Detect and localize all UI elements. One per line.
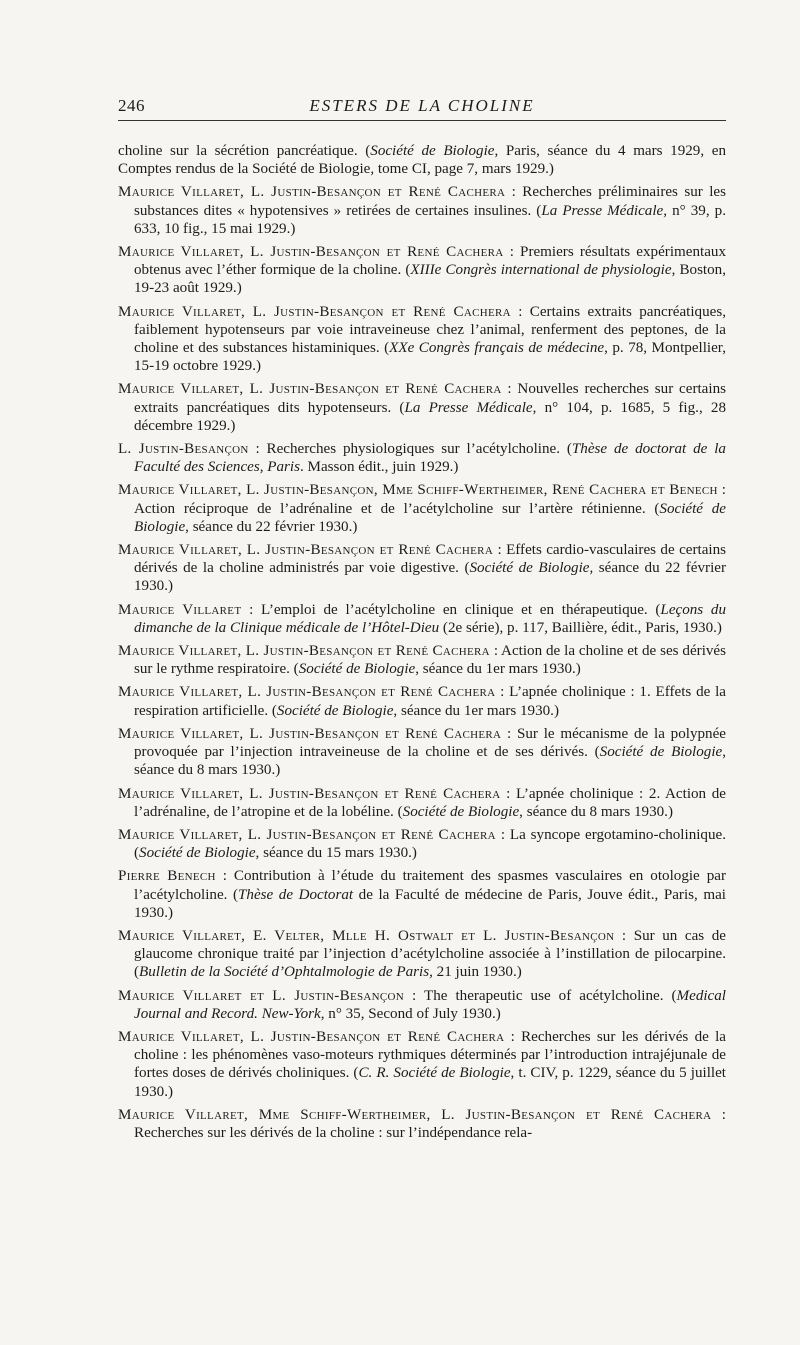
bibliography-entry xyxy=(118,380,726,435)
entry-author: Maurice Villaret, L. Justin-Besançon et René Cachera xyxy=(118,381,502,398)
entry-title: : Recherches sur les dérivés de la choline : les phénomènes vaso-moteurs rythmiques déterminés par l’introduction intrajéjunale de fortes doses de dérivés choliniques. ( xyxy=(134,1028,726,1082)
entry-source: Société de Biologie xyxy=(469,560,590,577)
entry-source: Société de Biologie xyxy=(276,702,394,719)
bibliography-entry xyxy=(118,927,726,982)
entry-title: : Nouvelles recherches sur certains extraits pancréatiques dits hypotenseurs. ( xyxy=(134,381,726,416)
entry-tail: , t. CIV, p. 1229, séance du 5 juillet 1930.) xyxy=(134,1065,726,1100)
bibliography-list xyxy=(118,142,726,1147)
bibliography-entry xyxy=(118,725,726,780)
entry-tail: , p. 78, Montpellier, 15-19 octobre 1929.) xyxy=(134,340,726,375)
entry-title: : L’emploi de l’acétylcholine en clinique et en thérapeutique. ( xyxy=(241,601,661,618)
entry-tail: , séance du 8 mars 1930.) xyxy=(134,744,726,779)
running-title: ESTERS DE LA CHOLINE xyxy=(309,96,535,115)
entry-source: Medical Journal and Record. New-York xyxy=(134,987,726,1022)
entry-source: Thèse de doctorat de la Faculté des Sciences, Paris xyxy=(134,441,726,476)
bibliography-entry xyxy=(118,987,726,1023)
entry-title: : Effets cardio-vasculaires de certains dérivés de la choline administrés par voie digestive. ( xyxy=(134,542,727,577)
entry-title: : La syncope ergotamino-cholinique. ( xyxy=(134,826,726,862)
entry-title: : Recherches sur les dérivés de la choline : sur l’indépendance rela- xyxy=(134,1106,726,1141)
entry-author: Maurice Villaret, E. Velter, Mlle H. Ostwalt et L. Justin-Besançon xyxy=(118,927,615,944)
entry-source: Société de Biologie xyxy=(134,500,726,535)
bibliography-entry xyxy=(118,481,726,536)
entry-author: Maurice Villaret, L. Justin-Besançon, Mme Schiff-Wertheimer, René Cachera et Benech xyxy=(118,482,718,499)
entry-source: Thèse de Doctorat xyxy=(238,886,354,903)
entry-tail: , Boston, 19-23 août 1929.) xyxy=(134,262,726,297)
entry-author: Maurice Villaret xyxy=(118,601,242,618)
entry-source: Société de Biologie xyxy=(298,661,416,678)
bibliography-entry xyxy=(118,1028,726,1101)
entry-source: Société de Biologie xyxy=(599,744,723,761)
entry-title: : Certains extraits pancréatiques, faiblement hypotenseurs par voie intraveineuse chez l’animal, renferment des peptones, de la choline et des substances histaminiques. ( xyxy=(134,303,726,357)
entry-author: Maurice Villaret, L. Justin-Besançon et René Cachera xyxy=(118,643,490,660)
entry-tail: , n° 39, p. 633, 10 fig., 15 mai 1929.) xyxy=(134,202,726,237)
bibliography-entry xyxy=(118,683,726,719)
entry-tail: , séance du 8 mars 1930.) xyxy=(519,803,673,820)
entry-source: Société de Biologie xyxy=(370,143,495,159)
entry-source: Société de Biologie xyxy=(139,845,256,862)
entry-title: : L’apnée cholinique : 1. Effets de la respiration artificielle. ( xyxy=(134,684,726,719)
bibliography-entry xyxy=(118,1106,726,1142)
entry-source: XXe Congrès français de médecine xyxy=(389,340,605,357)
entry-title: : The therapeutic use of acétylcholine. ( xyxy=(404,987,677,1004)
entry-author: Pierre Benech xyxy=(118,868,216,885)
bibliography-entry xyxy=(118,601,726,637)
entry-tail: . Masson édit., juin 1929.) xyxy=(299,459,459,476)
entry-title: choline sur la sécrétion pancréatique. ( xyxy=(118,143,371,159)
entry-tail: , séance du 22 février 1930.) xyxy=(185,518,358,535)
entry-title: : Action réciproque de l’adrénaline et de l’acétylcholine sur l’artère rétinienne. ( xyxy=(134,482,726,517)
entry-author: Maurice Villaret, L. Justin-Besançon et René Cachera xyxy=(118,542,494,559)
entry-tail: , n° 104, p. 1685, 5 fig., 28 décembre 1929.) xyxy=(134,399,727,434)
entry-tail: (2e série), p. 117, Baillière, édit., Paris, 1930.) xyxy=(439,619,722,636)
entry-author: Maurice Villaret, L. Justin-Besançon et René Cachera xyxy=(118,1028,505,1045)
bibliography-entry xyxy=(118,142,726,178)
entry-source: Société de Biologie xyxy=(402,803,520,820)
entry-title: : Sur le mécanisme de la polypnée provoquée par l’injection intraveineuse de la choline et de ses dérivés. ( xyxy=(134,725,727,761)
entry-tail: , n° 35, Second of July 1930.) xyxy=(320,1005,501,1022)
bibliography-entry xyxy=(118,642,726,678)
entry-tail: , séance du 1er mars 1930.) xyxy=(393,702,559,719)
entry-source: XIIIe Congrès international de physiologie xyxy=(410,262,672,279)
entry-tail: , séance du 22 février 1930.) xyxy=(134,560,726,595)
entry-author: Maurice Villaret, L. Justin-Besançon et René Cachera xyxy=(118,785,501,802)
bibliography-entry xyxy=(118,303,726,376)
entry-source: La Presse Médicale xyxy=(541,202,664,219)
entry-title: : Recherches physiologiques sur l’acétylcholine. ( xyxy=(248,441,572,458)
entry-author: Maurice Villaret, L. Justin-Besançon et René Cachera xyxy=(118,826,496,843)
entry-title: : L’apnée cholinique : 2. Action de l’adrénaline, de l’atropine et de la lobéline. ( xyxy=(134,785,726,820)
entry-title: : Recherches préliminaires sur les substances dites « hypotensives » retirées de certaines insulines. ( xyxy=(134,184,726,219)
entry-source: C. R. Société de Biologie xyxy=(358,1065,511,1082)
entry-author: Maurice Villaret, L. Justin-Besançon et René Cachera xyxy=(118,184,506,201)
bibliography-entry xyxy=(118,541,726,596)
bibliography-entry xyxy=(118,785,726,821)
entry-source: Bulletin de la Société d’Ophtalmologie de Paris xyxy=(139,964,430,981)
entry-tail: , Paris, séance du 4 mars 1929, en Comptes rendus de la Société de Biologie, tome CI, page 7, mars 1929.) xyxy=(118,143,726,178)
entry-tail: , séance du 15 mars 1930.) xyxy=(255,845,417,862)
page-number: 246 xyxy=(118,96,145,115)
bibliography-entry xyxy=(118,867,726,922)
entry-source: La Presse Médicale xyxy=(404,399,533,416)
entry-title: : Action de la choline et de ses dérivés sur le rythme respiratoire. ( xyxy=(134,643,727,678)
entry-author: Maurice Villaret, L. Justin-Besançon et René Cachera xyxy=(118,684,496,701)
entry-author: Maurice Villaret et L. Justin-Besançon xyxy=(118,987,405,1004)
entry-title: : Contribution à l’étude du traitement des spasmes vasculaires en otologie par l’acétylcholine. ( xyxy=(134,868,726,903)
bibliography-entry xyxy=(118,243,726,298)
entry-author: Maurice Villaret, L. Justin-Besançon et René Cachera xyxy=(118,303,511,320)
bibliography-entry xyxy=(118,440,726,476)
entry-author: Maurice Villaret, L. Justin-Besançon et René Cachera xyxy=(118,725,502,742)
entry-author: Maurice Villaret, L. Justin-Besançon et René Cachera xyxy=(118,244,504,261)
entry-tail: , 21 juin 1930.) xyxy=(429,964,522,981)
entry-source: Leçons du dimanche de la Clinique médicale de l’Hôtel-Dieu xyxy=(134,601,726,636)
entry-author: L. Justin-Besançon xyxy=(118,441,249,458)
bibliography-entry xyxy=(118,826,726,862)
entry-tail: de la Faculté de médecine de Paris, Jouve édit., Paris, mai 1930.) xyxy=(134,886,726,921)
page-header xyxy=(118,96,726,121)
entry-author: Maurice Villaret, Mme Schiff-Wertheimer, L. Justin-Besançon et René Cachera xyxy=(118,1106,712,1123)
entry-tail: , séance du 1er mars 1930.) xyxy=(415,661,581,678)
entry-title: : Sur un cas de glaucome chronique traité par l’injection d’acétylcholine associée à l’instillation de pilocarpine. ( xyxy=(134,927,726,981)
bibliography-entry xyxy=(118,183,726,238)
entry-title: : Premiers résultats expérimentaux obtenus avec l’éther formique de la choline. ( xyxy=(134,244,726,279)
